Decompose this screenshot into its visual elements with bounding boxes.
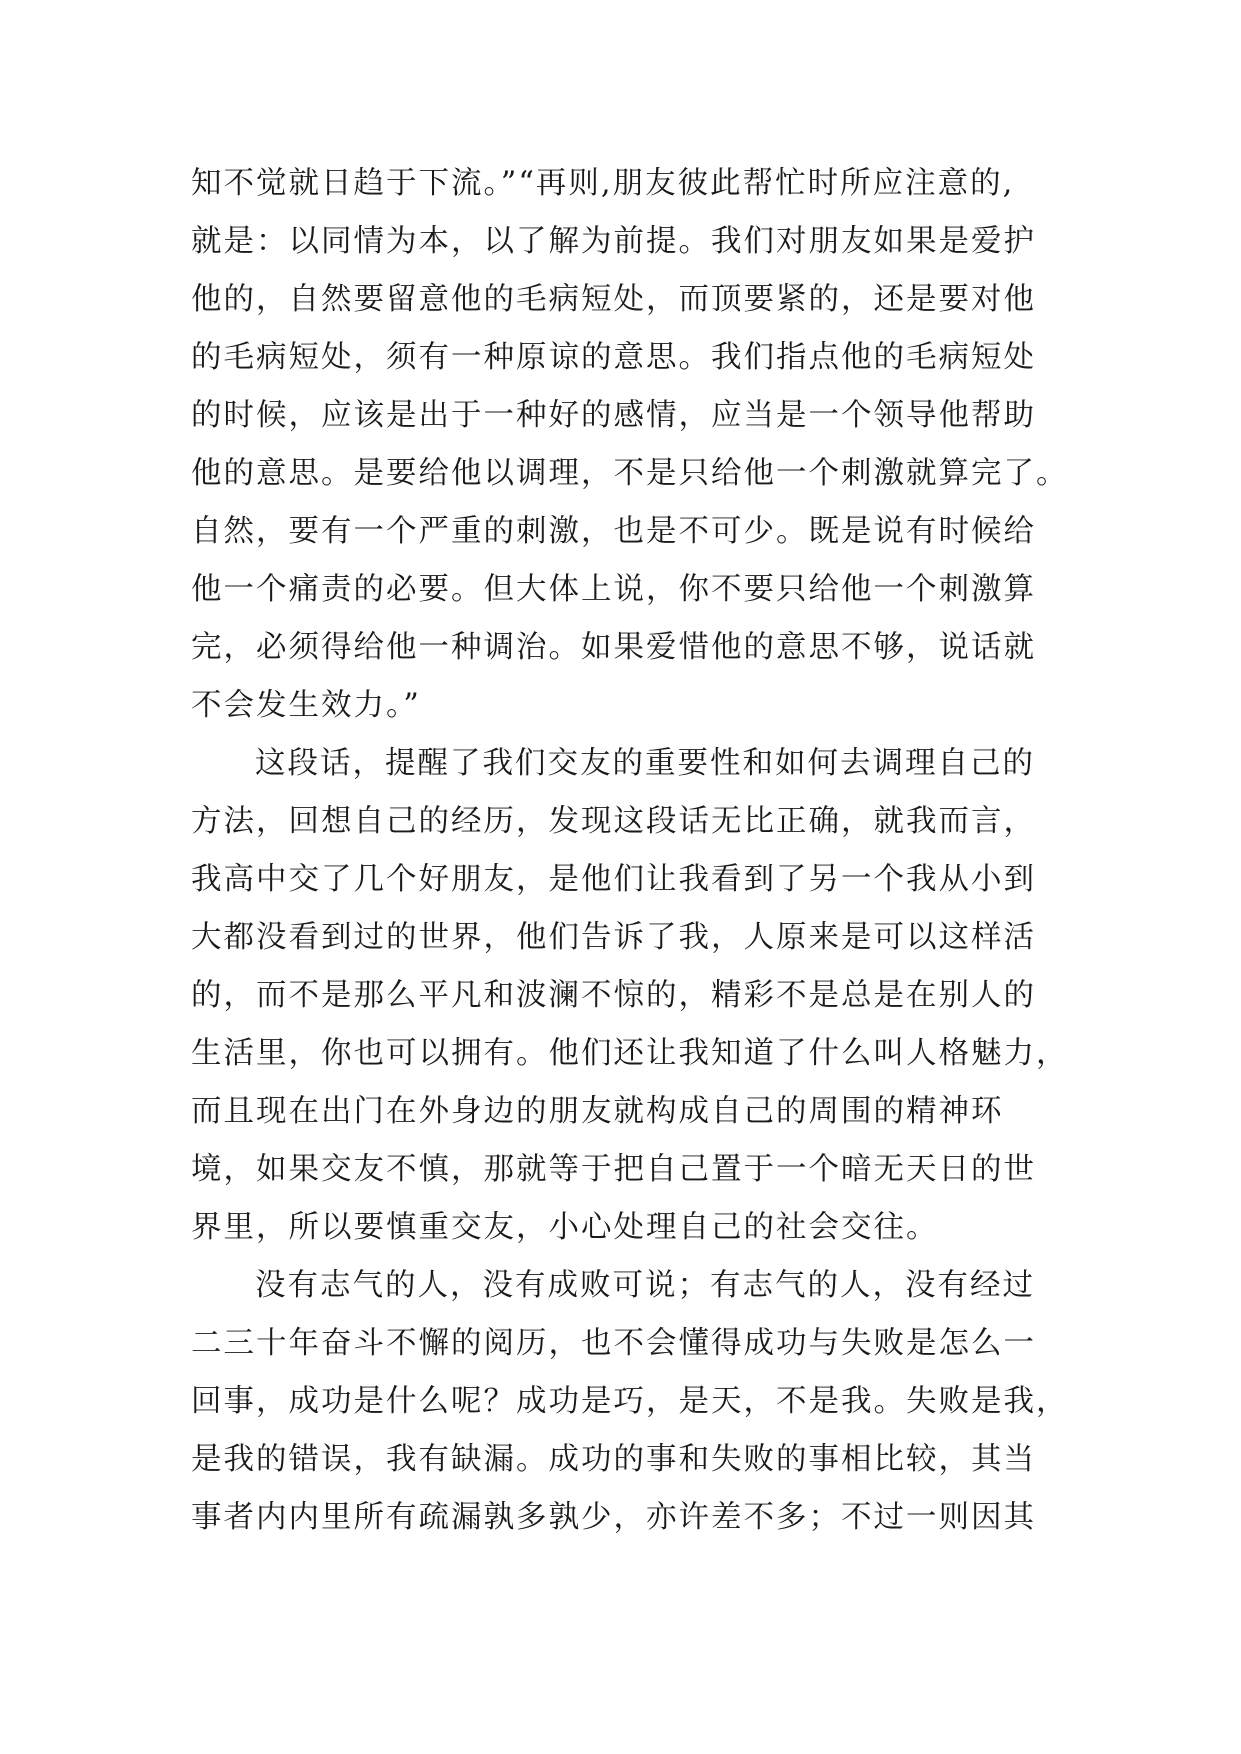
text-line: 不会发生效力。” bbox=[191, 688, 421, 723]
text-line: 我高中交了几个好朋友，是他们让我看到了另一个我从小到 bbox=[191, 862, 1036, 897]
text-line: 他一个痛责的必要。但大体上说，你不要只给他一个刺激算 bbox=[191, 572, 1036, 607]
text-line: 就是：以同情为本，以了解为前提。我们对朋友如果是爱护 bbox=[191, 224, 1036, 259]
text-line: 境，如果交友不慎，那就等于把自己置于一个暗无天日的世 bbox=[191, 1152, 1036, 1187]
text-line: 是我的错误，我有缺漏。成功的事和失败的事相比较，其当 bbox=[191, 1442, 1036, 1477]
text-line: 自然，要有一个严重的刺激，也是不可少。既是说有时候给 bbox=[191, 514, 1036, 549]
text-line: 完，必须得给他一种调治。如果爱惜他的意思不够，说话就 bbox=[191, 630, 1036, 665]
text-line: 他的，自然要留意他的毛病短处，而顶要紧的，还是要对他 bbox=[191, 282, 1036, 317]
text-line: 的毛病短处，须有一种原谅的意思。我们指点他的毛病短处 bbox=[191, 340, 1036, 375]
text-line: 知不觉就日趋于下流。”“再则,朋友彼此帮忙时所应注意的, bbox=[191, 166, 1015, 201]
text-line: 界里，所以要慎重交友，小心处理自己的社会交往。 bbox=[191, 1210, 939, 1245]
text-line: 事者内内里所有疏漏孰多孰少，亦许差不多；不过一则因其 bbox=[191, 1500, 1036, 1535]
body-text bbox=[191, 155, 1071, 1547]
text-line: 他的意思。是要给他以调理，不是只给他一个刺激就算完了。 bbox=[191, 456, 1069, 491]
paragraph-first-line: 没有志气的人，没有成败可说；有志气的人，没有经过 bbox=[255, 1268, 1035, 1303]
text-line: 大都没看到过的世界，他们告诉了我，人原来是可以这样活 bbox=[191, 920, 1036, 955]
text-line: 的，而不是那么平凡和波澜不惊的，精彩不是总是在别人的 bbox=[191, 978, 1036, 1013]
text-line: 生活里，你也可以拥有。他们还让我知道了什么叫人格魅力， bbox=[191, 1036, 1069, 1071]
text-line: 而且现在出门在外身边的朋友就构成自己的周围的精神环 bbox=[191, 1094, 1004, 1129]
text-line: 的时候，应该是出于一种好的感情，应当是一个领导他帮助 bbox=[191, 398, 1036, 433]
paragraph-first-line: 这段话，提醒了我们交友的重要性和如何去调理自己的 bbox=[255, 746, 1035, 781]
text-line: 二三十年奋斗不懈的阅历，也不会懂得成功与失败是怎么一 bbox=[191, 1326, 1036, 1361]
text-line: 方法，回想自己的经历，发现这段话无比正确，就我而言， bbox=[191, 804, 1036, 839]
text-line: 回事，成功是什么呢？成功是巧，是天，不是我。失败是我， bbox=[191, 1384, 1069, 1419]
